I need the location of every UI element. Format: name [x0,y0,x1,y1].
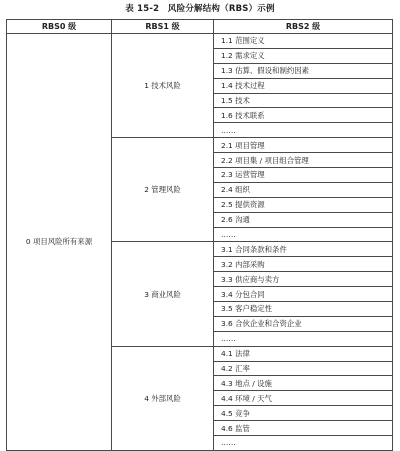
rbs2-cell: 1.1 范围定义 [214,34,393,49]
rbs2-cell: 1.4 技术过程 [214,78,393,93]
rbs1-cell: 3 商业风险 [112,242,214,346]
rbs-table [6,19,393,451]
rbs2-cell: 1.6 技术联系 [214,108,393,123]
rbs2-cell: 3.1 合同条款和条件 [214,242,393,257]
rbs2-cell: 4.5 竞争 [214,406,393,421]
rbs2-cell: …… [214,331,393,346]
rbs2-cell: 3.4 分包合同 [214,287,393,302]
header-rbs2: RBS2 级 [214,20,393,34]
rbs1-cell: 2 管理风险 [112,138,214,242]
rbs1-cell: 4 外部风险 [112,346,214,450]
rbs2-cell: 2.1 项目管理 [214,138,393,153]
rbs2-cell: 4.1 法律 [214,346,393,361]
rbs2-cell: 3.3 供应商与卖方 [214,272,393,287]
rbs2-cell: 2.2 项目集 / 项目组合管理 [214,153,393,168]
rbs2-cell: 1.2 需求定义 [214,48,393,63]
rbs2-cell: 2.6 沟通 [214,212,393,227]
rbs2-cell: 3.6 合伙企业和合资企业 [214,316,393,331]
rbs2-cell: 3.2 内部采购 [214,257,393,272]
rbs2-cell: 2.3 运营管理 [214,168,393,183]
table-body [7,34,393,451]
table-header-row [7,20,393,34]
rbs2-cell: 4.4 环境 / 天气 [214,391,393,406]
rbs2-cell: …… [214,123,393,138]
header-rbs1: RBS1 级 [112,20,214,34]
rbs2-cell: …… [214,436,393,451]
rbs2-cell: 2.4 组织 [214,182,393,197]
rbs1-cell: 1 技术风险 [112,34,214,138]
table-row [7,34,393,49]
header-rbs0: RBS0 级 [7,20,112,34]
rbs0-cell: 0 项目风险所有来源 [7,34,112,451]
rbs2-cell: 2.5 提供资源 [214,197,393,212]
rbs2-cell: 4.6 监管 [214,421,393,436]
rbs2-cell: 3.5 客户稳定性 [214,302,393,317]
table-caption: 表 15-2 风险分解结构（RBS）示例 [125,4,275,14]
rbs2-cell: …… [214,227,393,242]
rbs2-cell: 4.2 汇率 [214,361,393,376]
rbs2-cell: 1.3 估算、假设和制约因素 [214,63,393,78]
rbs2-cell: 1.5 技术 [214,93,393,108]
rbs2-cell: 4.3 地点 / 设施 [214,376,393,391]
